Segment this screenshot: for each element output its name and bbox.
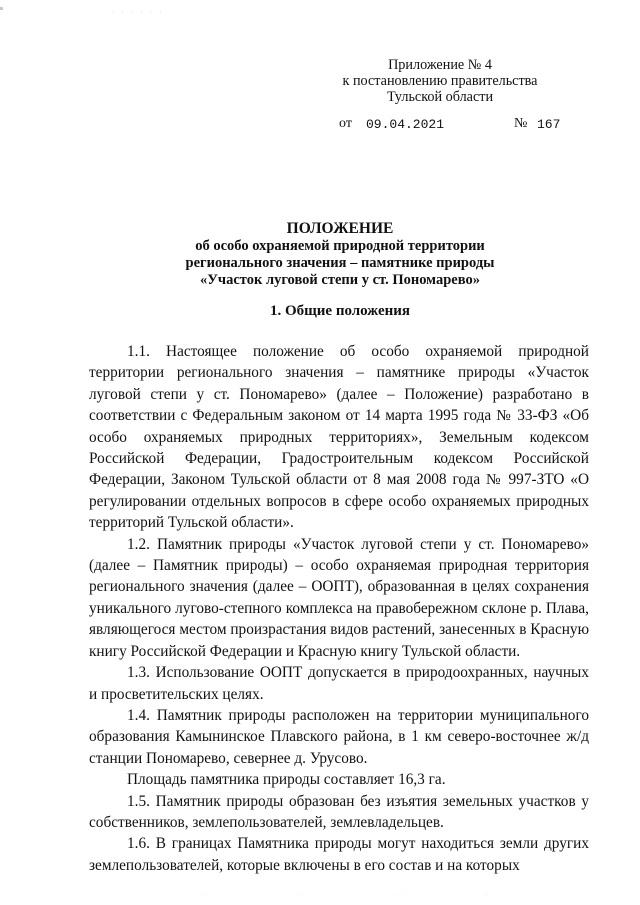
attachment-number: Приложение № 4: [388, 57, 492, 73]
scan-artifact-bottom: [0, 893, 640, 897]
title-line-3: регионального значения – памятнике природы: [185, 255, 495, 271]
scan-mark: · ·: [202, 893, 207, 898]
title-heading: ПОЛОЖЕНИЕ: [286, 220, 394, 237]
attachment-authority: Тульской области: [386, 89, 494, 105]
attachment-block: [300, 57, 580, 105]
paragraph-1-6: 1.6. В границах Памятника природы могут находиться земли других землепользователей, которые включены в его состав и на которых: [89, 835, 589, 874]
title-line-2: об особо охраняемой природной территории: [195, 238, 485, 254]
date-prefix: от: [339, 116, 352, 131]
paragraph-1-3: 1.3. Использование ООПТ допускается в природоохранных, научных и просветительских целях.: [89, 664, 589, 703]
number-prefix: №: [514, 116, 528, 131]
paragraph-1-2: 1.2. Памятник природы «Участок луговой степи у ст. Пономарево» (далее – Памятник природы) – особо охраняемая природная территория регионального значения (далее – ООПТ), образованная в целях сохранения уникального лугово-степного комплекса на правобережном склоне р. Плава, являющегося местом произрастания видов растений, занесенных в Красную книгу Российской Федерации и Красную книгу Тульской области.: [89, 535, 589, 660]
paragraph-area: Площадь памятника природы составляет 16,3 га.: [127, 771, 446, 789]
scan-corner-mark: [0, 7, 3, 10]
paragraph-1-5: 1.5. Памятник природы образован без изъятия земельных участков у собственников, землепользователей, землевладельцев.: [89, 792, 589, 831]
scan-mark: · ·: [398, 893, 403, 898]
scan-mark: · ·: [298, 893, 303, 898]
paragraph-1-4: 1.4. Памятник природы расположен на территории муниципального образования Камынинское Плавского района, в 1 км северо-восточнее ж/д станции Пономарево, севернее д. Урусово.: [89, 706, 589, 767]
scan-mark: · ·: [484, 893, 489, 898]
decree-number: 167: [537, 117, 561, 132]
scan-artifact-top: · · · · · ·: [112, 10, 165, 16]
document-title: [100, 220, 580, 289]
paragraph-1-1: 1.1. Настоящее положение об особо охраняемой природной территории регионального значения – памятнике природы «Участок луговой степи у ст. Пономарево» (далее – Положение) разработано в соответствии с Федеральным законом от 14 марта 1995 года № 33-ФЗ «Об особо охраняемых природных территориях», Земельным кодексом Российской Федерации, Градостроительным кодексом Российской Федерации, Законом Тульской области от 8 мая 2008 года № 997-ЗТО «О регулировании отдельных вопросов в сфере особо охраняемых природных территорий Тульской области».: [89, 343, 589, 532]
title-line-4: «Участок луговой степи у ст. Пономарево»: [200, 272, 480, 288]
decree-date: 09.04.2021: [366, 117, 445, 132]
attachment-reference: к постановлению правительства: [342, 73, 538, 89]
document-body: [89, 341, 589, 876]
section-heading: 1. Общие положения: [269, 303, 411, 319]
